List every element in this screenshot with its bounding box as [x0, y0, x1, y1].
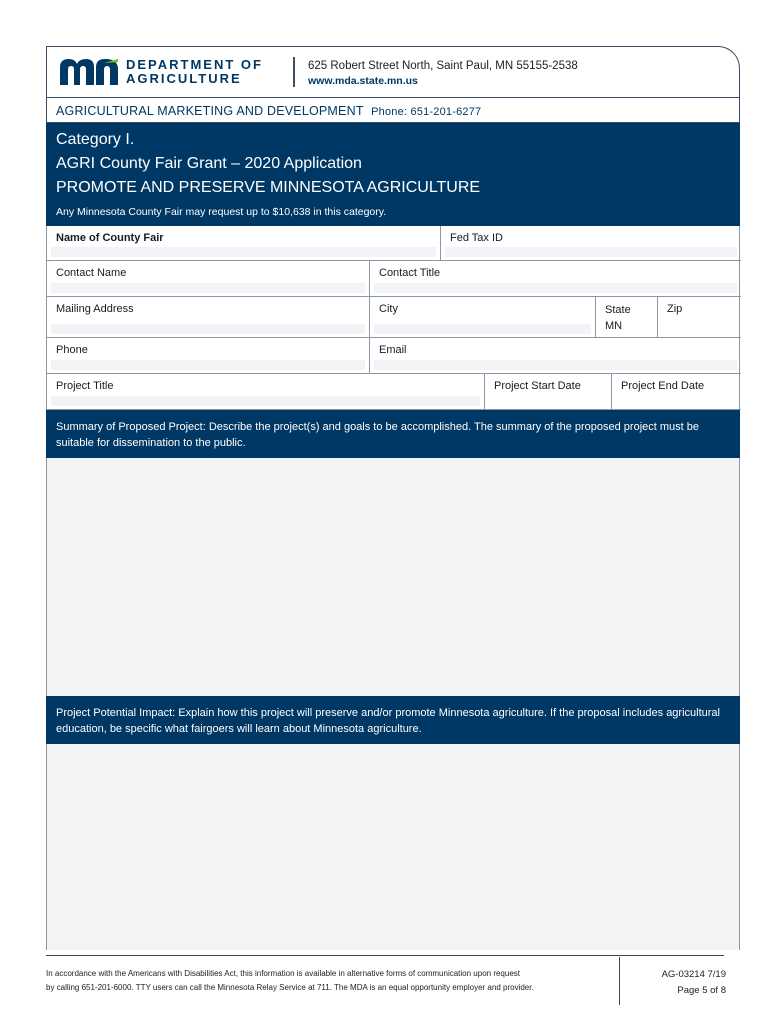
footer-vertical-divider — [619, 957, 620, 1005]
theme-title: PROMOTE AND PRESERVE MINNESOTA AGRICULTURE — [56, 179, 481, 196]
request-note: Any Minnesota County Fair may request up to $10,638 in this category. — [56, 206, 387, 218]
header-address-block — [308, 59, 578, 89]
form-row — [47, 261, 741, 297]
contact-name-field[interactable] — [47, 261, 369, 296]
contact-title-field[interactable] — [369, 261, 741, 296]
project-end-date-field[interactable] — [611, 374, 741, 409]
impact-section-header — [46, 696, 740, 744]
zip-field[interactable] — [657, 297, 741, 337]
project-start-date-label: Project Start Date — [494, 380, 581, 392]
phone-label: Phone — [56, 344, 88, 356]
logo-line1: DEPARTMENT OF — [126, 57, 263, 72]
header-divider — [293, 57, 295, 87]
mailing-address-label: Mailing Address — [56, 303, 134, 315]
ada-notice-line2: by calling 651-201-6000. TTY users can call the Minnesota Relay Service at 711. The MDA is an equal opportunity employer and provider. — [46, 983, 534, 992]
division-phone: Phone: 651-201-6277 — [371, 106, 482, 118]
ada-notice — [46, 967, 616, 995]
form-row — [47, 374, 741, 410]
fed-tax-id-label: Fed Tax ID — [450, 232, 503, 244]
form-row — [47, 226, 741, 261]
ada-notice-line1: In accordance with the Americans with Disabilities Act, this information is available in alternative forms of communication upon request — [46, 969, 521, 978]
website-link[interactable]: www.mda.state.mn.us — [308, 75, 418, 87]
mda-logo — [60, 58, 263, 86]
category-title: Category I. — [56, 131, 135, 148]
applicant-info-grid — [46, 226, 740, 410]
project-title-field[interactable] — [47, 374, 484, 409]
contact-name-label: Contact Name — [56, 267, 127, 279]
footer-divider — [46, 955, 724, 956]
zip-label: Zip — [667, 303, 683, 315]
summary-instructions: Summary of Proposed Project: Describe the project(s) and goals to be accomplished. The summary of the proposed project must be suitable for dissemination to the public. — [56, 421, 699, 449]
email-field[interactable] — [369, 338, 741, 373]
program-title: AGRI County Fair Grant – 2020 Application — [56, 155, 362, 172]
project-title-label: Project Title — [56, 380, 114, 392]
project-end-date-label: Project End Date — [621, 380, 705, 392]
impact-text-area[interactable] — [46, 744, 740, 950]
summary-section-header — [46, 410, 740, 458]
phone-field[interactable] — [47, 338, 369, 373]
contact-title-label: Contact Title — [379, 267, 441, 279]
city-label: City — [379, 303, 398, 315]
logo-line2: AGRICULTURE — [126, 71, 242, 86]
project-start-date-field[interactable] — [484, 374, 611, 409]
division-bar — [46, 97, 740, 123]
logo-text — [126, 58, 263, 86]
division-name: AGRICULTURAL MARKETING AND DEVELOPMENT — [56, 104, 364, 118]
county-fair-name-field[interactable] — [47, 226, 440, 260]
state-field[interactable] — [595, 297, 657, 337]
county-fair-name-label: Name of County Fair — [56, 232, 164, 244]
page-number: Page 5 of 8 — [677, 985, 726, 996]
form-row — [47, 338, 741, 374]
city-field[interactable] — [369, 297, 595, 337]
form-id-block — [626, 967, 726, 999]
page-header — [46, 46, 740, 97]
impact-instructions: Project Potential Impact: Explain how this project will preserve and/or promote Minnesota agriculture. If the proposal includes agricultural education, be specific what fairgoers will learn about Minnesota agriculture. — [56, 707, 720, 735]
fed-tax-id-field[interactable] — [440, 226, 741, 260]
mn-logo-icon — [60, 59, 118, 85]
email-label: Email — [379, 344, 407, 356]
state-label: State — [605, 304, 631, 316]
state-value: MN — [605, 320, 623, 332]
form-row — [47, 297, 741, 338]
form-number: AG-03214 7/19 — [661, 969, 726, 980]
title-block — [46, 123, 740, 226]
mailing-address-field[interactable] — [47, 297, 369, 337]
summary-text-area[interactable] — [46, 458, 740, 696]
street-address: 625 Robert Street North, Saint Paul, MN 55155-2538 — [308, 60, 578, 72]
